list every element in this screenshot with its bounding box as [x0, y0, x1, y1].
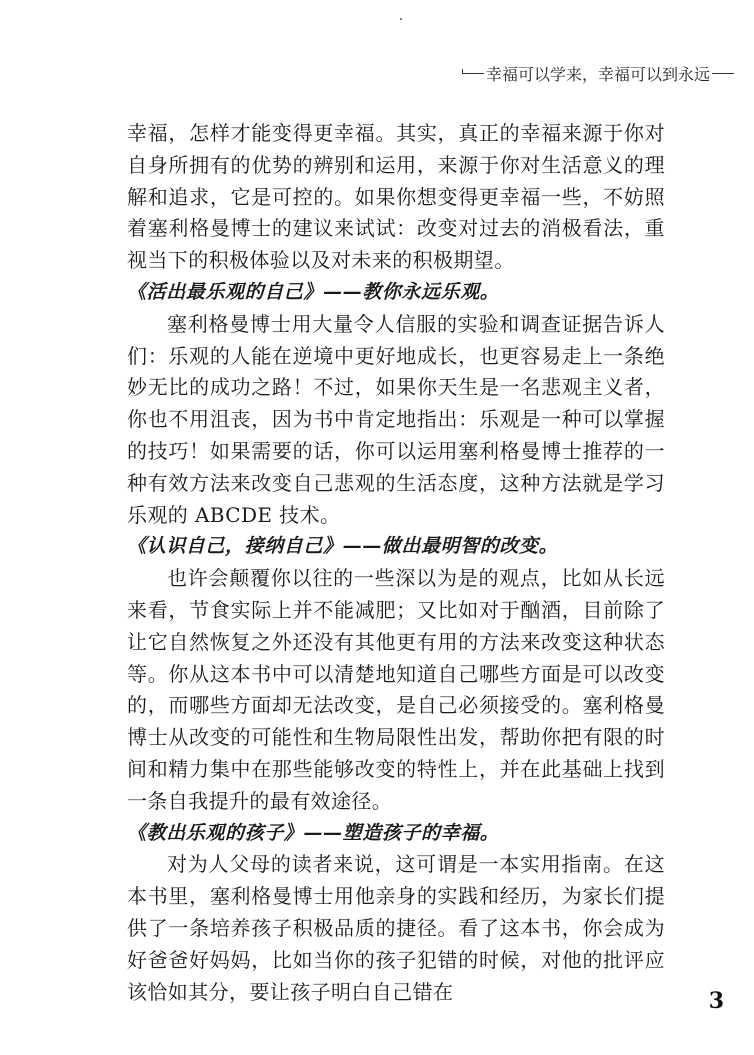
book-heading-know-yourself: 《认识自己，接纳自己》——做出最明智的改变。 — [127, 535, 559, 558]
book-heading-optimistic-child: 《教出乐观的孩子》——塑造孩子的幸福。 — [127, 821, 500, 844]
body-text — [127, 118, 665, 1008]
page-number: 3 — [708, 988, 724, 1014]
paragraph-optimism: 塞利格曼博士用大量令人信服的实验和调查证据告诉人们：乐观的人能在逆境中更好地成长，也更容易走上一条绝妙无比的成功之路！不过，如果你天生是一名悲观主义者，你也不用沮丧，因为书中肯定地指出：乐观是一种可以掌握的技巧！如果需要的话，你可以运用塞利格曼博士推荐的一种有效方法来改变自己悲观的生活态度，这种方法就是学习乐观的 ABCDE 技术。 — [127, 311, 665, 527]
running-header-title: 幸福可以学来，幸福可以到永远 — [485, 65, 710, 84]
paragraph-know-yourself: 也许会颠覆你以往的一些深以为是的观点，比如从长远来看，节食实际上并不能减肥；又比如对于酗酒，目前除了让它自然恢复之外还没有其他更有用的方法来改变这种状态等。你从这本书中可以清楚地知道自己哪些方面是可以改变的，而哪些方面却无法改变，是自己必须接受的。塞利格曼博士从改变的可能性和生物局限性出发，帮助你把有限的时间和精力集中在那些能够改变的特性上，并在此基础上找到一条自我提升的最有效途径。 — [127, 566, 665, 813]
paragraph-continued: 幸福，怎样才能变得更幸福。其实，真正的幸福来源于你对自身所拥有的优势的辨别和运用，来源于你对生活意义的理解和追求，它是可控的。如果你想变得更幸福一些，不妨照着塞利格曼博士的建议来试试：改变对过去的消极看法，重视当下的积极体验以及对未来的积极期望。 — [127, 121, 665, 273]
book-heading-optimism: 《活出最乐观的自己》——教你永远乐观。 — [127, 280, 500, 303]
header-rule-right — [712, 73, 734, 74]
scan-speck — [400, 18, 402, 20]
running-header — [462, 62, 734, 85]
paragraph-optimistic-child: 对为人父母的读者来说，这可谓是一本实用指南。在这本书里，塞利格曼博士用他亲身的实践和经历，为家长们提供了一条培养孩子积极品质的捷径。看了这本书，你会成为好爸爸好妈妈，比如当你的孩子犯错的时候，对他的批评应该恰如其分，要让孩子明白自己错在 — [127, 852, 665, 1004]
header-rule-left — [462, 73, 484, 74]
